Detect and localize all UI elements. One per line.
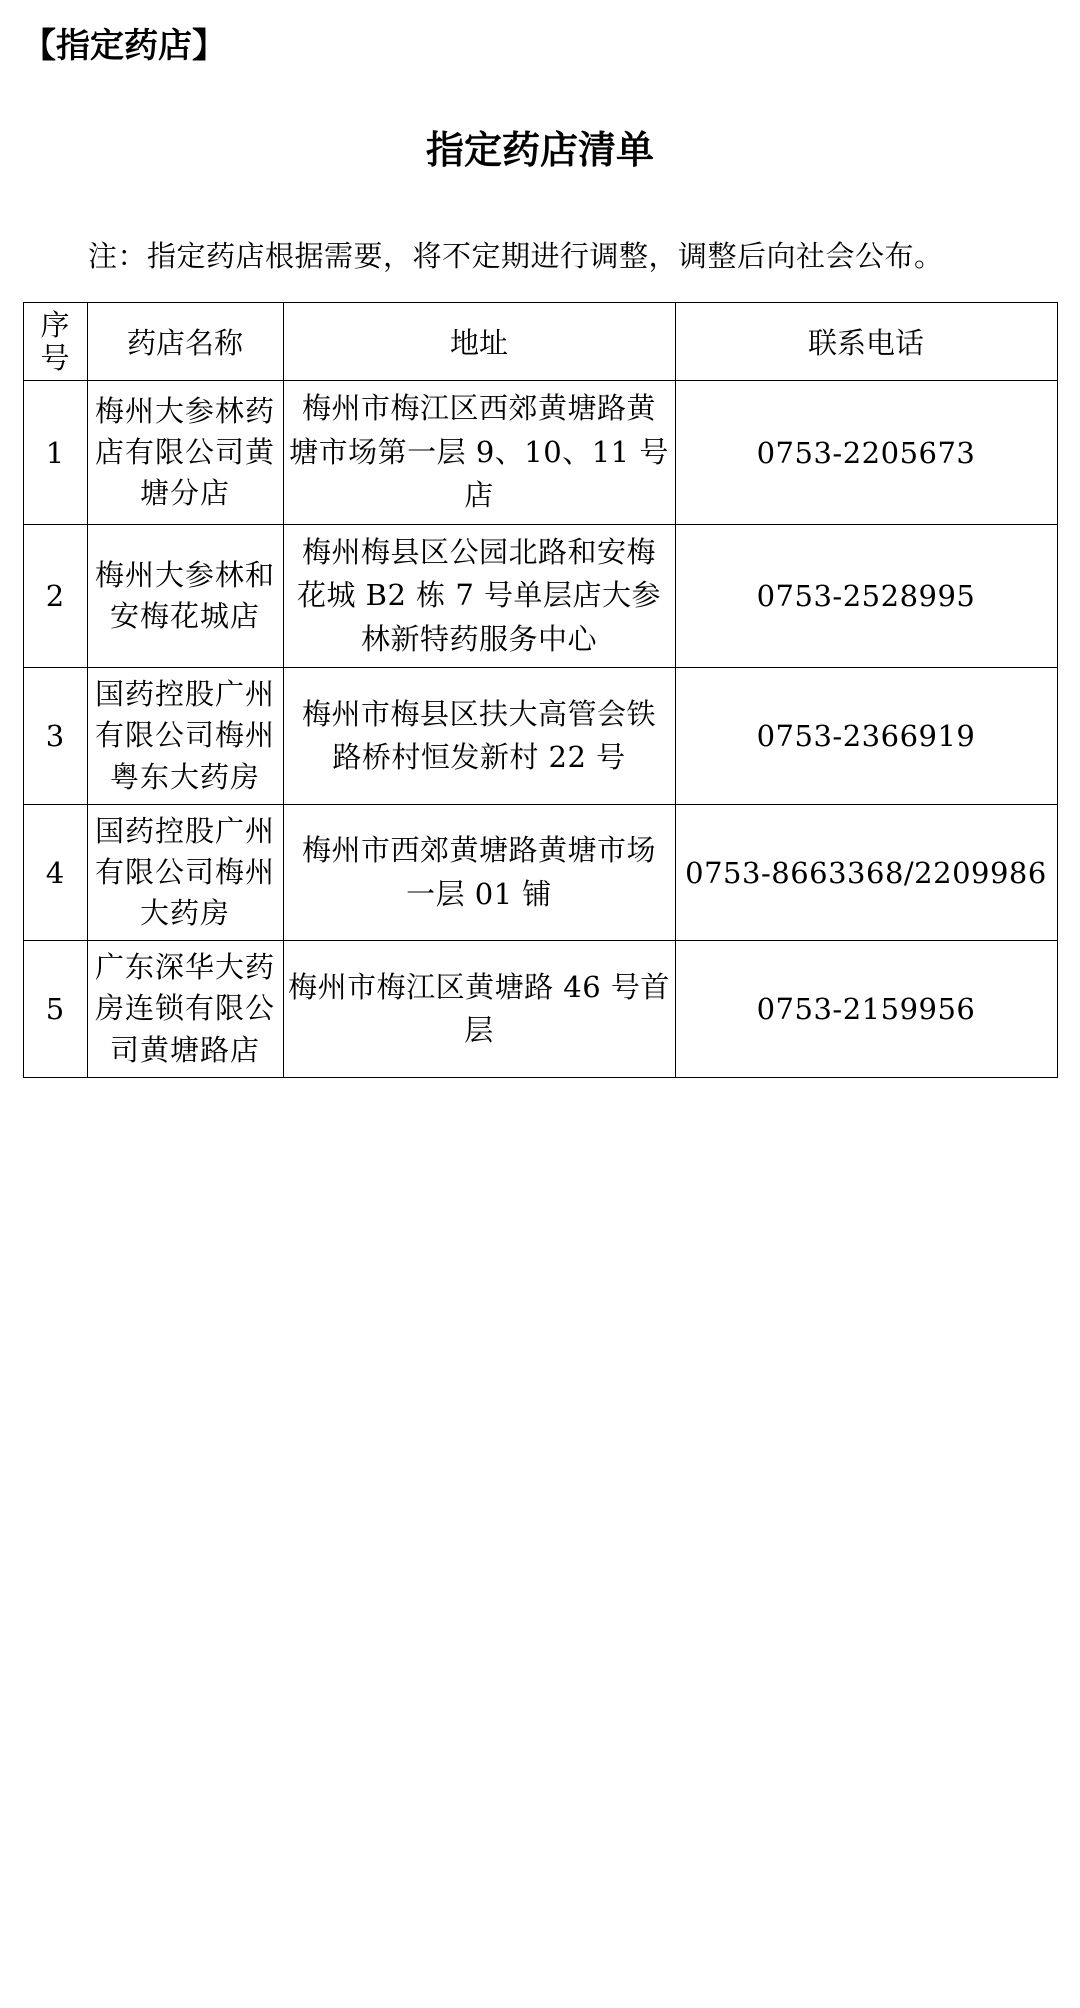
note-text: 注：指定药店根据需要，将不定期进行调整，调整后向社会公布。 (88, 238, 944, 273)
cell-address: 梅州梅县区公园北路和安梅花城 B2 栋 7 号单层店大参林新特药服务中心 (283, 524, 675, 668)
cell-address: 梅州市梅江区西郊黄塘路黄塘市场第一层 9、10、11 号店 (283, 381, 675, 525)
cell-pharmacy-name: 梅州大参林药店有限公司黄塘分店 (87, 381, 283, 525)
page-title: 指定药店清单 (425, 127, 654, 172)
cell-phone: 0753-2528995 (675, 524, 1057, 668)
table-row (23, 941, 1057, 1078)
cell-address: 梅州市西郊黄塘路黄塘市场一层 01 铺 (283, 804, 675, 941)
table-row (23, 524, 1057, 668)
cell-pharmacy-name: 国药控股广州有限公司梅州粤东大药房 (87, 668, 283, 805)
table-row (23, 804, 1057, 941)
section-label: 【指定药店】 (22, 26, 226, 66)
document-page (0, 26, 1080, 1078)
column-header-name: 药店名称 (87, 303, 283, 381)
cell-index: 2 (23, 524, 87, 668)
cell-index: 5 (23, 941, 87, 1078)
column-header-index-char-2: 号 (40, 340, 70, 375)
cell-phone: 0753-2159956 (675, 941, 1057, 1078)
column-header-index (23, 303, 87, 381)
cell-index: 4 (23, 804, 87, 941)
column-header-index-char-1: 序 (40, 308, 70, 343)
column-header-phone: 联系电话 (675, 303, 1057, 381)
cell-pharmacy-name: 梅州大参林和安梅花城店 (87, 524, 283, 668)
table-header-row (23, 303, 1057, 381)
cell-address: 梅州市梅县区扶大高管会铁路桥村恒发新村 22 号 (283, 668, 675, 805)
cell-pharmacy-name: 国药控股广州有限公司梅州大药房 (87, 804, 283, 941)
pharmacy-table (23, 302, 1058, 1077)
cell-address: 梅州市梅江区黄塘路 46 号首层 (283, 941, 675, 1078)
table-row (23, 381, 1057, 525)
cell-phone: 0753-2205673 (675, 381, 1057, 525)
cell-phone: 0753-2366919 (675, 668, 1057, 805)
cell-pharmacy-name: 广东深华大药房连锁有限公司黄塘路店 (87, 941, 283, 1078)
cell-phone: 0753-8663368/2209986 (675, 804, 1057, 941)
table-row (23, 668, 1057, 805)
cell-index: 1 (23, 381, 87, 525)
column-header-address: 地址 (283, 303, 675, 381)
cell-index: 3 (23, 668, 87, 805)
